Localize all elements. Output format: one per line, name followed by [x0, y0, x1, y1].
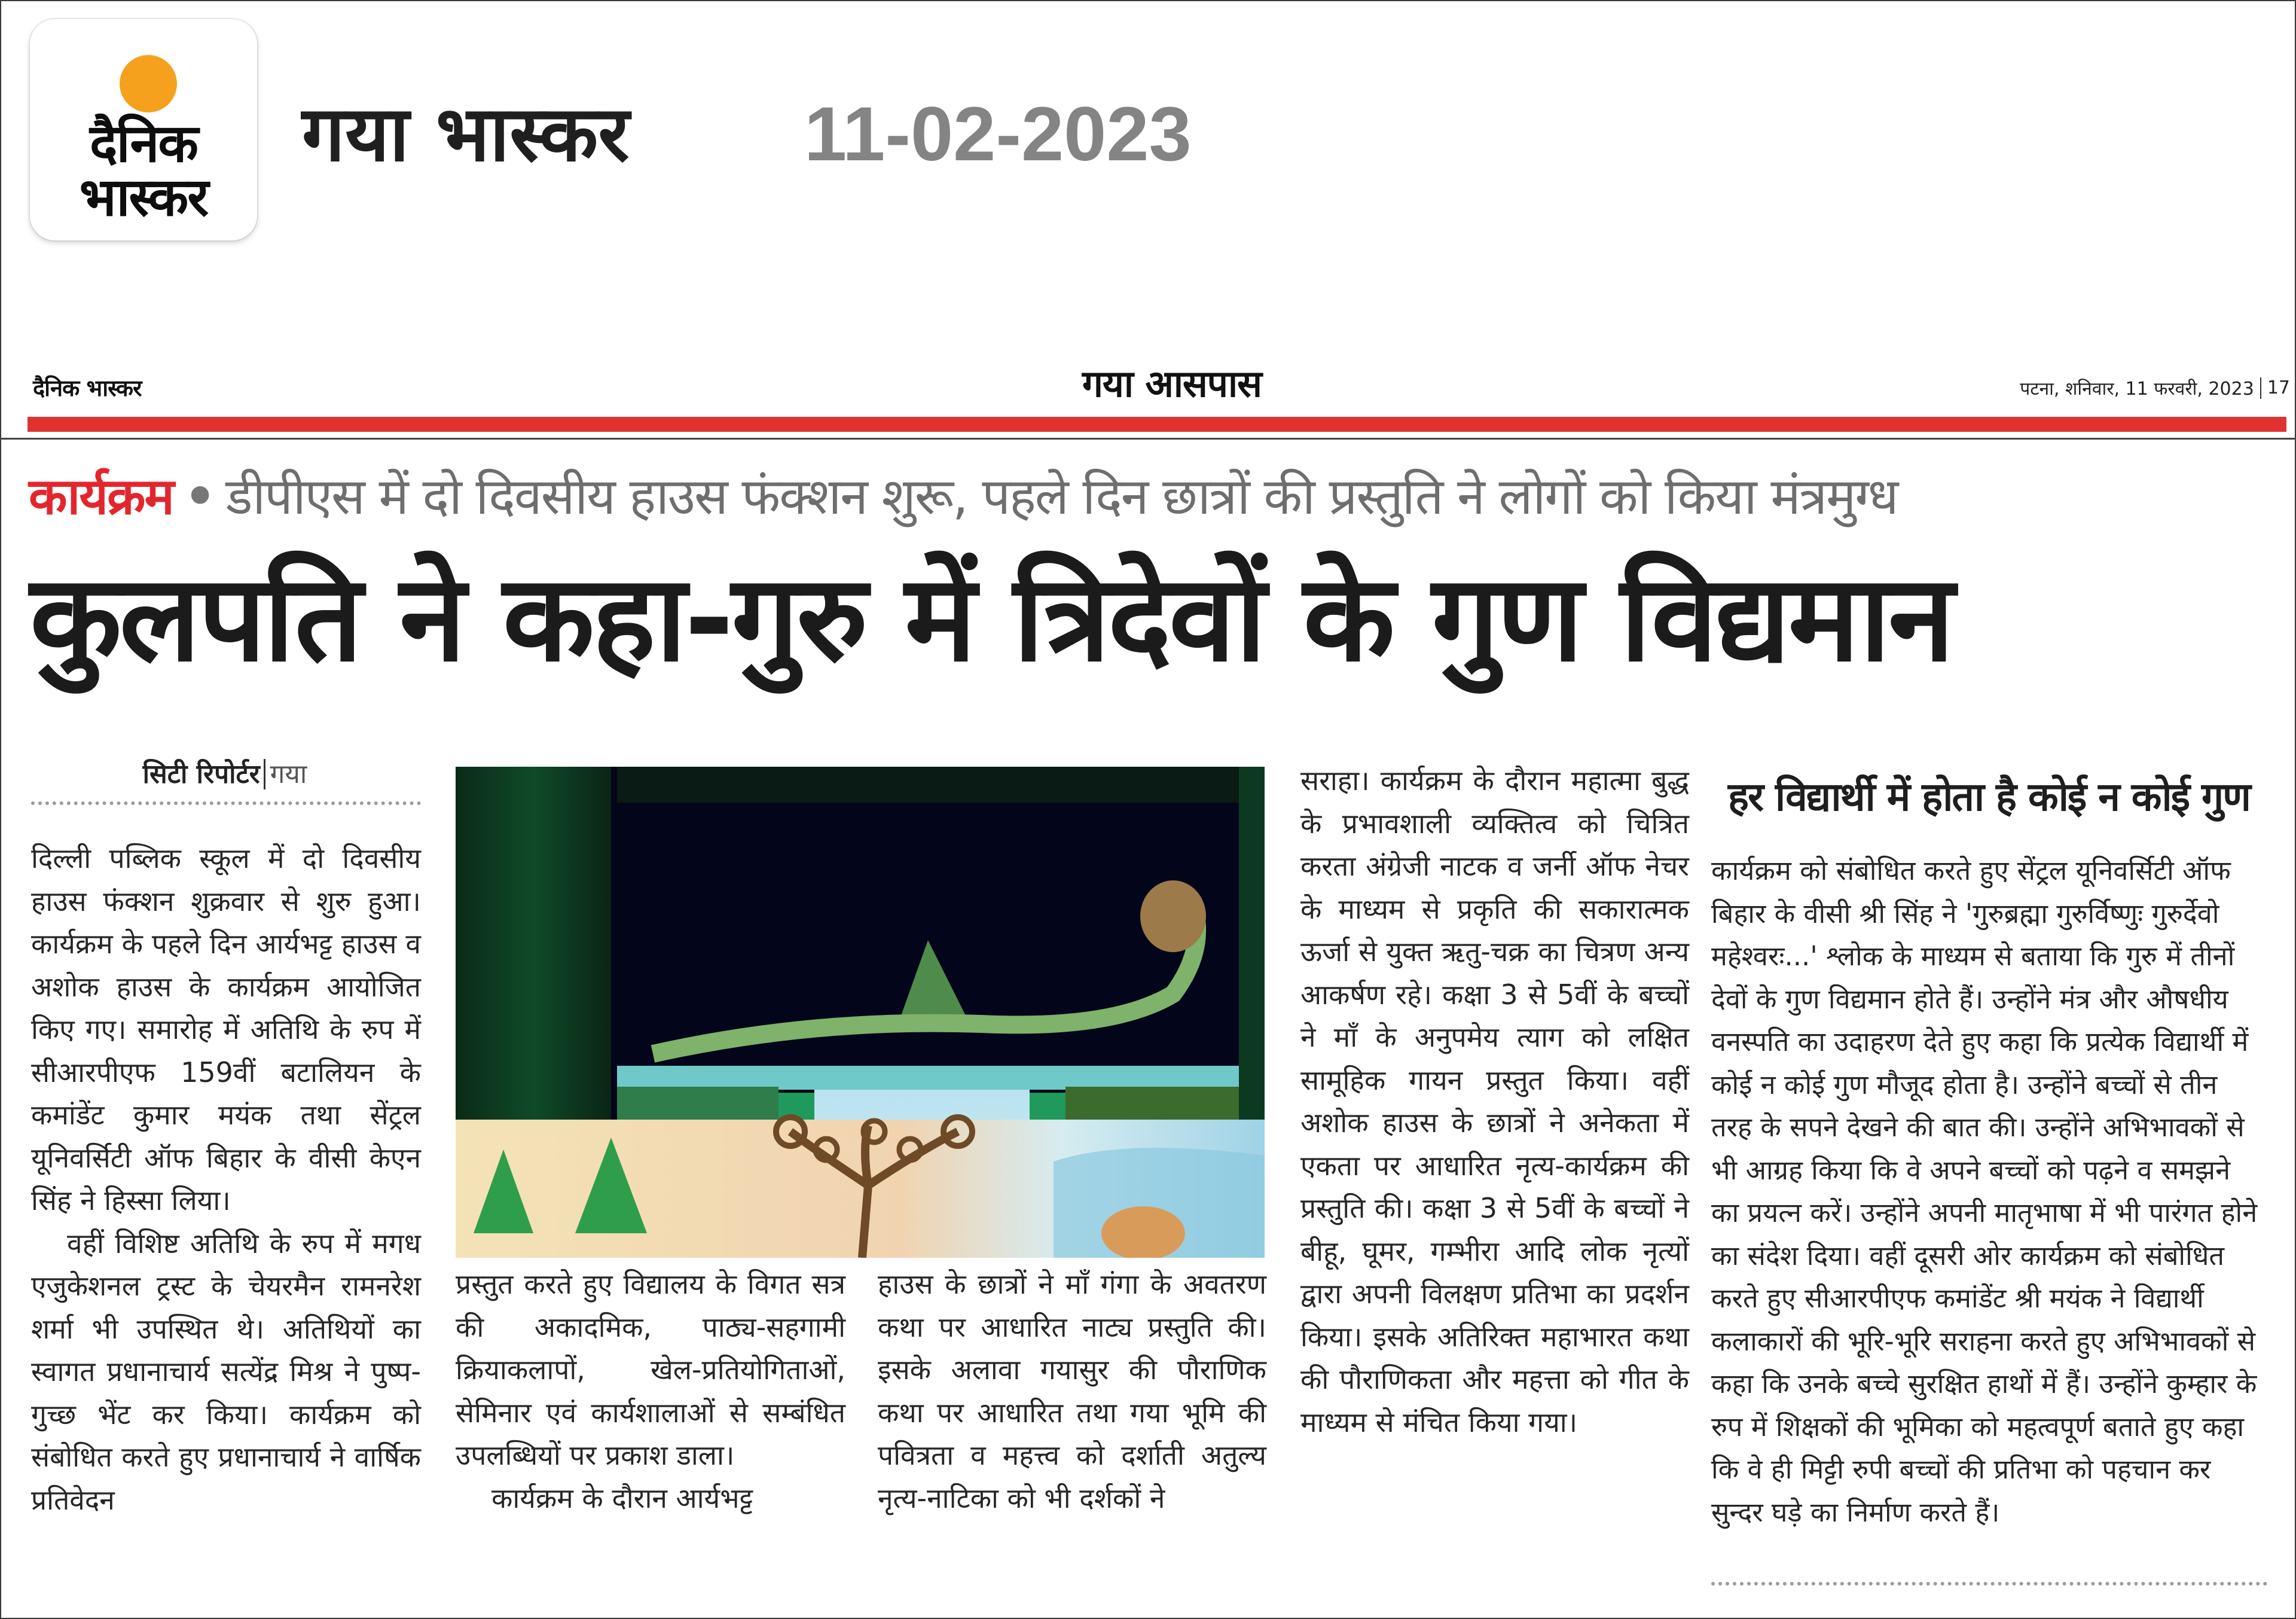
paragraph: वहीं विशिष्ट अतिथि के रुप में मगध एजुकेशनल ट्रस्ट के चेयरमैन रामनरेश शर्मा भी उपस्थित थे। अतिथियों का स्वागत प्रधानाचार्य सत्येंद्र मिश्र ने पुष्प-गुच्छ भेंट कर किया। कार्यक्रम को संबोधित करते हुए प्रधानाचार्य ने वार्षिक प्रतिवेदन	[31, 1227, 421, 1516]
page-number: 17	[2267, 377, 2290, 398]
masthead-brand: दैनिक भास्कर	[33, 375, 142, 401]
kicker	[29, 464, 1897, 529]
edition-title: गया भास्कर	[302, 90, 630, 179]
paragraph: हाउस के छात्रों ने माँ गंगा के अवतरण कथा पर आधारित नाट्य प्रस्तुति की। इसके अलावा गयासुर की पौराणिक कथा पर आधारित तथा गया भूमि की पवित्रता व महत्त्व को दर्शाती अतुल्य नृत्य-नाटिका को भी दर्शकों ने	[878, 1268, 1266, 1514]
sidebar-bottom-divider	[1711, 1582, 2267, 1586]
dateline-text: पटना, शनिवार, 11 फरवरी, 2023	[2020, 379, 2254, 400]
paragraph: कार्यक्रम को संबोधित करते हुए सेंट्रल यूनिवर्सिटी ऑफ बिहार के वीसी श्री सिंह ने 'गुरुब्रह्मा गुरुर्विष्णुः गुरुर्देवो महेश्वरः...' श्लोक के माध्यम से बताया कि गुरु में तीनों देवों के गुण विद्यमान होते हैं। उन्होंने मंत्र और औषधीय वनस्पति का उदाहरण देते हुए कहा कि प्रत्येक विद्यार्थी में कोई न कोई गुण मौजूद होता है। उन्होंने बच्चों से तीन तरह के सपने देखने की बात की। उन्होंने अभिभावकों से भी आग्रह किया कि वे अपने बच्चों को पढ़ने व समझने का प्रयत्न करें। उन्होंने अपनी मातृभाषा में भी पारंगत होने का संदेश दिया। वहीं दूसरी ओर कार्यक्रम को संबोधित करते हुए सीआरपीएफ कमांडेंट श्री मयंक ने विद्यार्थी कलाकारों की भूरि-भूरि सराहना करते हुए अभिभावकों से कहा कि उनके बच्चे सुरक्षित हाथों में हैं। उन्होंने कुम्हार के रुप में शिक्षकों की भूमिका को महत्वपूर्ण बताते हुए कहा कि वे ही मिट्टी रुपी बच्चों की प्रतिभा को पहचान कर सुन्दर घड़े का निर्माण करते हैं।	[1711, 855, 2258, 1528]
byline	[31, 755, 419, 791]
article-column-4	[1300, 760, 1689, 1444]
kicker-tag: कार्यक्रम	[29, 467, 173, 526]
article-column-3	[878, 1263, 1266, 1520]
sun-icon	[120, 55, 177, 112]
byline-reporter: सिटी रिपोर्टर	[142, 759, 260, 789]
sidebar-column	[1711, 849, 2258, 1533]
paragraph: कार्यक्रम के दौरान आर्यभट्ट	[491, 1481, 753, 1514]
divider	[2260, 377, 2261, 399]
dainik-bhaskar-logo-icon	[30, 19, 257, 240]
article-column-2	[456, 1263, 845, 1520]
masthead-red-bar	[28, 417, 2286, 432]
section-title: गया आसपास	[1082, 362, 1262, 405]
bullet-icon: •	[184, 467, 215, 526]
paragraph: सराहा। कार्यक्रम के दौरान महात्मा बुद्ध के प्रभावशाली व्यक्तित्व को चित्रित करता अंग्रेजी नाटक व जर्नी ऑफ नेचर के माध्यम से प्रकृति की सकारात्मक ऊर्जा से युक्त ऋतु-चक्र का चित्रण अन्य आकर्षण रहे। कक्षा 3 से 5वीं के बच्चों ने माँ के अनुपमेय त्याग को लक्षित सामूहिक गायन प्रस्तुत किया। वहीं अशोक हाउस के छात्रों ने अनेकता में एकता पर आधारित नृत्य-कार्यक्रम की प्रस्तुति की। कक्षा 3 से 5वीं के बच्चों ने बीहू, घूमर, गम्भीरा आदि लोक नृत्यों द्वारा अपनी विलक्षण प्रतिभा का प्रदर्शन किया। इसके अतिरिक्त महाभारत कथा की पौराणिकता और महत्ता को गीत के माध्यम से मंचित किया गया।	[1300, 764, 1689, 1438]
headline: कुलपति ने कहा-गुरु में त्रिदेवों के गुण विद्यमान	[30, 549, 1953, 688]
byline-divider	[31, 801, 421, 805]
masthead-rule	[0, 438, 2296, 440]
logo-line-1: दैनिक	[90, 112, 197, 174]
logo-line-2: भास्कर	[79, 166, 208, 228]
masthead-dateline	[2020, 376, 2290, 400]
edition-date: 11-02-2023	[804, 92, 1192, 177]
byline-city: गया	[264, 759, 307, 789]
kicker-text: डीपीएस में दो दिवसीय हाउस फंक्शन शुरू, पहले दिन छात्रों की प्रस्तुति ने लोगों को किया मंत्रमुग्ध	[225, 467, 1898, 526]
stage-performance-photo	[456, 767, 1265, 1258]
paragraph: दिल्ली पब्लिक स्कूल में दो दिवसीय हाउस फंक्शन शुक्रवार से शुरु हुआ। कार्यक्रम के पहले दिन आर्यभट्ट हाउस व अशोक हाउस के कार्यक्रम आयोजित किए गए। समारोह में अतिथि के रुप में सीआरपीएफ 159वीं बटालियन के कमांडेंट कुमार मयंक तथा सेंट्रल यूनिवर्सिटी ऑफ बिहार के वीसी केएन सिंह ने हिस्सा लिया।	[31, 842, 421, 1216]
sidebar-subhead: हर विद्यार्थी में होता है कोई न कोई गुण	[1728, 774, 2250, 820]
article-column-1	[31, 837, 421, 1522]
paragraph: प्रस्तुत करते हुए विद्यालय के विगत सत्र की अकादमिक, पाठ्य-सहगामी क्रियाकलापों, खेल-प्रतियोगिताओं, सेमिनार एवं कार्यशालाओं से सम्बंधित उपलब्धियों पर प्रकाश डाला।	[456, 1268, 845, 1471]
